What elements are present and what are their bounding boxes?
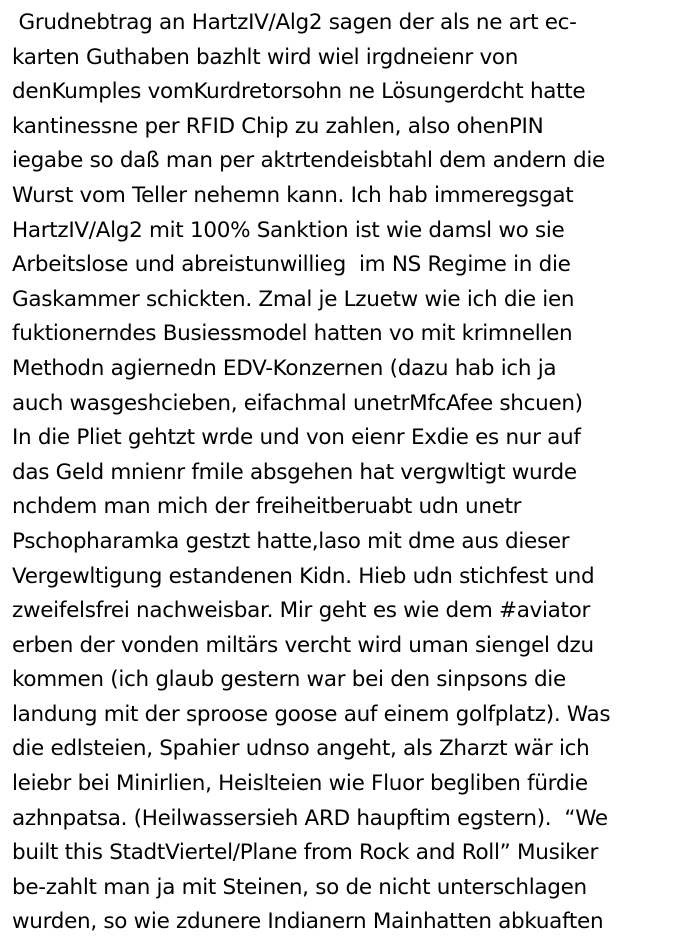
body-text xyxy=(12,6,684,940)
text-line: wurden, so wie zdunere Indianern Mainhatten abkuaften xyxy=(12,909,604,935)
text-line: nchdem man mich der freiheitberuabt udn unetr xyxy=(12,494,522,520)
text-line: karten Guthaben bazhlt wird wiel irgdneienr von xyxy=(12,44,519,70)
text-line: Methodn agiernedn EDV-Konzernen (dazu hab ich ja xyxy=(12,355,557,381)
text-line: die edlsteien, Spahier udnso angeht, als Zharzt wär ich xyxy=(12,736,590,762)
text-line: erben der vonden miltärs vercht wird uman siengel dzu xyxy=(12,632,594,658)
text-line: denKumples vomKurdretorsohn ne Lösungerdcht hatte xyxy=(12,79,586,105)
text-line: landung mit der sproose goose auf einem golfplatz). Was xyxy=(12,701,611,727)
text-line: Grudnebtrag an HartzIV/Alg2 sagen der als ne art ec- xyxy=(12,10,577,35)
text-line: Gaskammer schickten. Zmal je Lzuetw wie ich die ien xyxy=(12,286,575,312)
text-line: be-zahlt man ja mit Steinen, so de nicht unterschlagen xyxy=(12,874,587,900)
text-line: Arbeitslose und abreistunwillieg im NS Regime in die xyxy=(12,252,571,278)
text-line: auch wasgeshcieben, eifachmal unetrMfcAfee shcuen) xyxy=(12,390,583,416)
text-line: Pschopharamka gestzt hatte,laso mit dme aus dieser xyxy=(12,528,570,554)
text-line: HartzIV/Alg2 mit 100% Sanktion ist wie damsl wo sie xyxy=(12,217,565,243)
text-line: kantinessne per RFID Chip zu zahlen, also ohenPIN xyxy=(12,113,544,139)
text-line: leiebr bei Minirlien, Heislteien wie Fluor begliben fürdie xyxy=(12,771,588,797)
text-line: Vergewltigung estandenen Kidn. Hieb udn stichfest und xyxy=(12,563,595,589)
text-line: built this StadtViertel/Plane from Rock and Roll” Musiker xyxy=(12,840,598,866)
text-line: iegabe so daß man per aktrtendeisbtahl dem andern die xyxy=(12,148,605,174)
text-line: Wurst vom Teller nehemn kann. Ich hab immeregsgat xyxy=(12,182,574,208)
text-line: fuktionerndes Busiessmodel hatten vo mit krimnellen xyxy=(12,321,573,347)
text-line: kommen (ich glaub gestern war bei den sinpsons die xyxy=(12,667,566,693)
text-line: zweifelsfrei nachweisbar. Mir geht es wie dem #aviator xyxy=(12,598,591,624)
text-line: In die Pliet gehtzt wrde und von eienr Exdie es nur auf xyxy=(12,425,581,451)
text-line: azhnpatsa. (Heilwassersieh ARD haupftim egstern). “We xyxy=(12,805,608,831)
text-line: das Geld mnienr fmile absgehen hat vergwltigt wurde xyxy=(12,459,577,485)
